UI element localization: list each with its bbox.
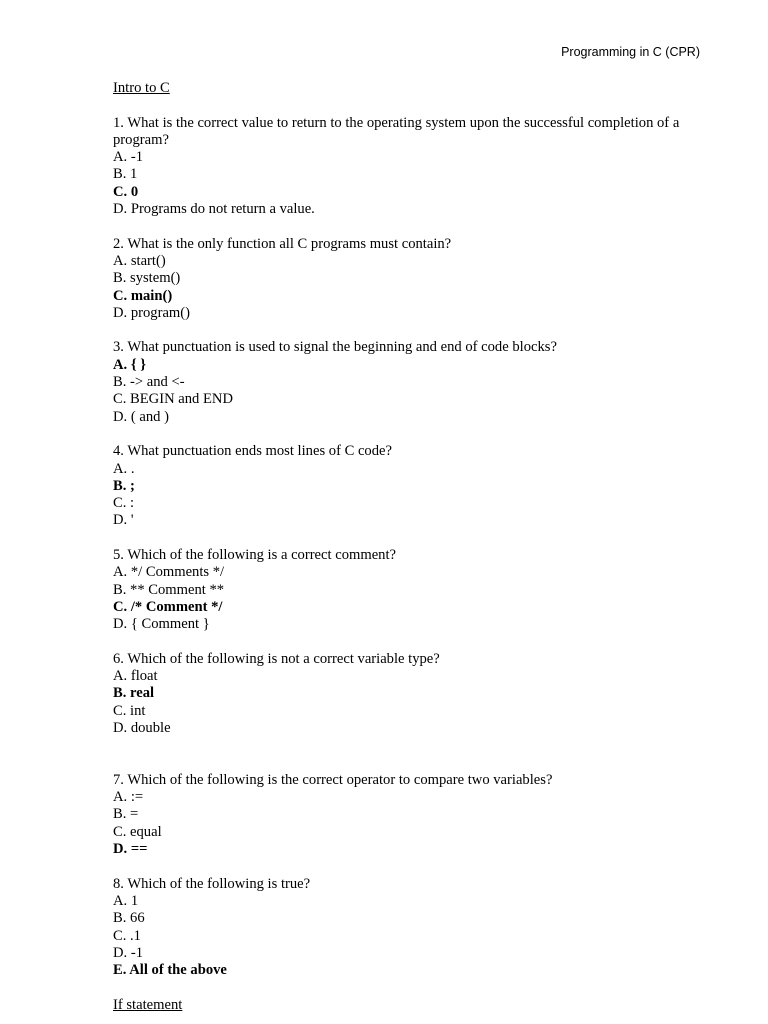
option-b: B. 1 [113,166,138,183]
option-d: D. double [113,719,171,736]
option-d: D. -1 [113,944,143,961]
spacer [113,218,713,235]
question-5 [113,547,713,633]
question-text: 4. What punctuation ends most lines of C code? [113,443,392,460]
spacer [113,737,713,772]
option-b: B. = [113,806,139,823]
option-b: B. 66 [113,910,145,927]
question-3 [113,339,713,425]
option-a: A. */ Comments */ [113,564,225,581]
option-c: C. BEGIN and END [113,391,233,408]
option-d: D. ( and ) [113,408,169,425]
question-text: 7. Which of the following is the correct operator to compare two variables? [113,771,553,788]
option-b: B. -> and <- [113,374,185,391]
option-c-correct: C. main() [113,287,173,304]
option-a-correct: A. { } [113,356,146,373]
option-c: C. equal [113,823,162,840]
option-d: D. ' [113,512,134,529]
question-4 [113,443,713,529]
option-c-correct: C. /* Comment */ [113,598,223,615]
option-b-correct: B. ; [113,477,135,494]
option-d: D. program() [113,304,190,321]
option-d: D. { Comment } [113,616,210,633]
option-d: D. Programs do not return a value. [113,201,315,218]
option-b-correct: B. real [113,685,155,702]
option-e-correct: E. All of the above [113,962,227,979]
question-1 [113,115,713,219]
section-title-intro: Intro to C [113,80,170,96]
option-d-correct: D. == [113,841,148,858]
option-a: A. float [113,668,158,685]
question-text: 5. Which of the following is a correct comment? [113,547,397,564]
course-header: Programming in C (CPR) [561,45,700,59]
option-c: C. : [113,495,135,512]
question-text: 8. Which of the following is true? [113,875,311,892]
option-a: A. -1 [113,149,143,166]
spacer [113,426,713,443]
option-c-correct: C. 0 [113,183,139,200]
option-a: A. := [113,789,144,806]
spacer [113,97,713,114]
spacer [113,634,713,651]
spacer [113,530,713,547]
question-text: 2. What is the only function all C programs must contain? [113,235,452,252]
question-8 [113,876,713,980]
question-2 [113,236,713,322]
option-a: A. . [113,460,135,477]
option-b: B. system() [113,270,181,287]
option-c: C. int [113,702,146,719]
option-a: A. 1 [113,892,139,909]
option-c: C. .1 [113,927,141,944]
question-text: 6. Which of the following is not a correct variable type? [113,650,440,667]
spacer [113,979,713,996]
section-title-if-statement: If statement [113,996,183,1013]
document-body [113,80,713,1014]
question-text: 1. What is the correct value to return to the operating system upon the successful completion of a program? [113,114,680,148]
question-7 [113,772,713,858]
question-text: 3. What punctuation is used to signal the beginning and end of code blocks? [113,339,557,356]
question-6 [113,651,713,737]
spacer [113,858,713,875]
spacer [113,322,713,339]
option-b: B. ** Comment ** [113,581,225,598]
option-a: A. start() [113,252,166,269]
